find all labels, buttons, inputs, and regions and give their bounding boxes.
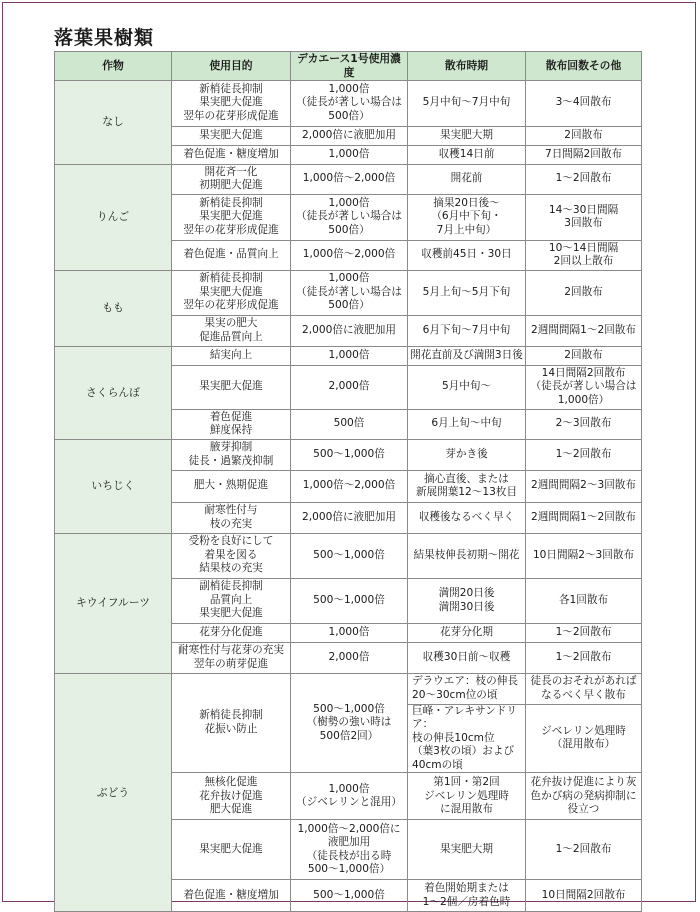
purpose-cell: 着色促進・糖度増加: [172, 145, 291, 164]
other-cell: 1〜2回散布: [526, 820, 642, 880]
timing-cell: 摘心直後、または 新展開葉12〜13枚目: [408, 470, 526, 502]
other-cell: 2週間間隔1〜2回散布: [526, 315, 642, 346]
purpose-cell: 着色促進・糖度増加: [172, 880, 291, 912]
concentration-cell: 500倍: [291, 409, 408, 439]
crop-name: キウイフルーツ: [55, 533, 172, 673]
purpose-cell: 結実向上: [172, 346, 291, 365]
purpose-cell: 腋芽抑制 徒長・過繁茂抑制: [172, 439, 291, 470]
purpose-cell: 無核化促進 花弁抜け促進 肥大促進: [172, 773, 291, 820]
purpose-cell: 新梢徒長抑制 果実肥大促進 翌年の花芽形成促進: [172, 270, 291, 315]
purpose-cell: 果実肥大促進: [172, 126, 291, 145]
other-cell: 花弁抜け促進により灰 色かび病の発病抑制に 役立つ: [526, 773, 642, 820]
concentration-cell: 1,000倍 （徒長が著しい場合は 500倍）: [291, 80, 408, 126]
purpose-cell: 着色促進・品質向上: [172, 240, 291, 270]
crop-name: りんご: [55, 164, 172, 270]
purpose-cell: 受粉を良好にして 着果を図る 結果枝の充実: [172, 533, 291, 578]
other-cell: 1〜2回散布: [526, 642, 642, 673]
concentration-cell: 500〜1,000倍: [291, 439, 408, 470]
timing-cell: 花芽分化期: [408, 623, 526, 642]
timing-cell: 果実肥大期: [408, 126, 526, 145]
concentration-cell: 500〜1,000倍: [291, 533, 408, 578]
crop-name: もも: [55, 270, 172, 346]
concentration-cell: 2,000倍に液肥加用: [291, 315, 408, 346]
crop-name: さくらんぼ: [55, 346, 172, 439]
concentration-cell: 1,000倍〜2,000倍: [291, 470, 408, 502]
purpose-cell: 果実肥大促進: [172, 365, 291, 409]
timing-cell: 収穫前45日・30日: [408, 240, 526, 270]
crop-name: ぶどう: [55, 673, 172, 912]
concentration-cell: 1,000倍: [291, 145, 408, 164]
purpose-cell: 副梢徒長抑制 品質向上 果実肥大促進: [172, 578, 291, 623]
timing-cell: 芽かき後: [408, 439, 526, 470]
other-cell: 10日間隔2〜3回散布: [526, 533, 642, 578]
purpose-cell: 新梢徒長抑制 果実肥大促進 翌年の花芽形成促進: [172, 80, 291, 126]
other-cell: 各1回散布: [526, 578, 642, 623]
table-row: [55, 80, 642, 126]
timing-cell: 第1回・第2回 ジベレリン処理時 に混用散布: [408, 773, 526, 820]
purpose-cell: 果実肥大促進: [172, 820, 291, 880]
other-cell: 2回散布: [526, 346, 642, 365]
purpose-cell: 新梢徒長抑制 花振い防止: [172, 673, 291, 773]
crop-name: なし: [55, 80, 172, 164]
purpose-cell: 肥大・熟期促進: [172, 470, 291, 502]
timing-cell: 5月中旬〜7月中旬: [408, 80, 526, 126]
other-cell: 14〜30日間隔 3回散布: [526, 194, 642, 240]
purpose-cell: 耐寒性付与 枝の充実: [172, 502, 291, 533]
other-cell: 2週間間隔1〜2回散布: [526, 502, 642, 533]
purpose-cell: 花芽分化促進: [172, 623, 291, 642]
concentration-cell: 2,000倍に液肥加用: [291, 126, 408, 145]
purpose-cell: 開花斉一化 初期肥大促進: [172, 164, 291, 194]
table-row: [55, 439, 642, 470]
timing-cell: 満開20日後 満開30日後: [408, 578, 526, 623]
purpose-cell: 新梢徒長抑制 果実肥大促進 翌年の花芽形成促進: [172, 194, 291, 240]
purpose-cell: 着色促進 鮮度保持: [172, 409, 291, 439]
other-cell: 1〜2回散布: [526, 439, 642, 470]
concentration-cell: 1,000倍: [291, 346, 408, 365]
concentration-cell: 2,000倍に液肥加用: [291, 502, 408, 533]
concentration-cell: 1,000倍: [291, 623, 408, 642]
header-purpose: 使用目的: [172, 52, 291, 81]
table-row: [55, 270, 642, 315]
timing-cell: 果実肥大期: [408, 820, 526, 880]
page-title: 落葉果樹類: [54, 27, 155, 49]
other-cell: 2回散布: [526, 270, 642, 315]
other-cell: 2〜3回散布: [526, 409, 642, 439]
other-cell: 2回散布: [526, 126, 642, 145]
timing-cell: 5月上旬〜5月下旬: [408, 270, 526, 315]
other-cell: 14日間隔2回散布 （徒長が著しい場合は 1,000倍）: [526, 365, 642, 409]
concentration-cell: 500〜1,000倍: [291, 880, 408, 912]
concentration-cell: 1,000倍〜2,000倍に 液肥加用 （徒長枝が出る時 500〜1,000倍）: [291, 820, 408, 880]
table-row: [55, 533, 642, 578]
timing-cell: 着色開始期または 1〜2個／房着色時: [408, 880, 526, 912]
timing-cell: 収穫30日前〜収穫: [408, 642, 526, 673]
header-row: [55, 52, 642, 81]
timing-cell: 収穫後なるべく早く: [408, 502, 526, 533]
timing-cell: 5月中旬〜: [408, 365, 526, 409]
header-crop: 作物: [55, 52, 172, 81]
purpose-cell: 果実の肥大 促進品質向上: [172, 315, 291, 346]
other-cell: 10日間隔2回散布: [526, 880, 642, 912]
timing-cell: 6月下旬〜7月中旬: [408, 315, 526, 346]
crop-name: いちじく: [55, 439, 172, 533]
concentration-cell: 1,000倍 （ジベレリンと混用）: [291, 773, 408, 820]
concentration-cell: 1,000倍 （徒長が著しい場合は 500倍）: [291, 194, 408, 240]
usage-table: [54, 51, 642, 912]
other-cell: 3〜4回散布: [526, 80, 642, 126]
header-timing: 散布時期: [408, 52, 526, 81]
other-cell: ジベレリン処理時 （混用散布）: [526, 704, 642, 773]
other-cell: 7日間隔2回散布: [526, 145, 642, 164]
table-row: [55, 673, 642, 704]
other-cell: 1〜2回散布: [526, 164, 642, 194]
timing-cell: デラウエア：枝の伸長 20〜30cm位の頃: [408, 673, 526, 704]
timing-cell: 開花直前及び満開3日後: [408, 346, 526, 365]
concentration-cell: 500〜1,000倍 （樹勢の強い時は 500倍2回）: [291, 673, 408, 773]
other-cell: 2週間間隔2〜3回散布: [526, 470, 642, 502]
header-count-other: 散布回数その他: [526, 52, 642, 81]
concentration-cell: 500〜1,000倍: [291, 578, 408, 623]
concentration-cell: 1,000倍〜2,000倍: [291, 240, 408, 270]
timing-cell: 6月上旬〜中旬: [408, 409, 526, 439]
concentration-cell: 1,000倍〜2,000倍: [291, 164, 408, 194]
other-cell: 10〜14日間隔 2回以上散布: [526, 240, 642, 270]
table-row: [55, 164, 642, 194]
timing-cell: 結果枝伸長初期〜開花: [408, 533, 526, 578]
timing-cell: 巨峰・アレキサンドリア： 枝の伸長10cm位 （葉3枚の頃）および 40cmの頃: [408, 704, 526, 773]
other-cell: 徒長のおそれがあれば なるべく早く散布: [526, 673, 642, 704]
concentration-cell: 2,000倍: [291, 365, 408, 409]
timing-cell: 開花前: [408, 164, 526, 194]
concentration-cell: 2,000倍: [291, 642, 408, 673]
timing-cell: 摘果20日後〜 （6月中下旬・ 7月上中旬）: [408, 194, 526, 240]
purpose-cell: 耐寒性付与花芽の充実 翌年の萌芽促進: [172, 642, 291, 673]
timing-cell: 収穫14日前: [408, 145, 526, 164]
concentration-cell: 1,000倍 （徒長が著しい場合は 500倍）: [291, 270, 408, 315]
header-concentration: デカエース1号使用濃度: [291, 52, 408, 81]
table-row: [55, 346, 642, 365]
other-cell: 1〜2回散布: [526, 623, 642, 642]
